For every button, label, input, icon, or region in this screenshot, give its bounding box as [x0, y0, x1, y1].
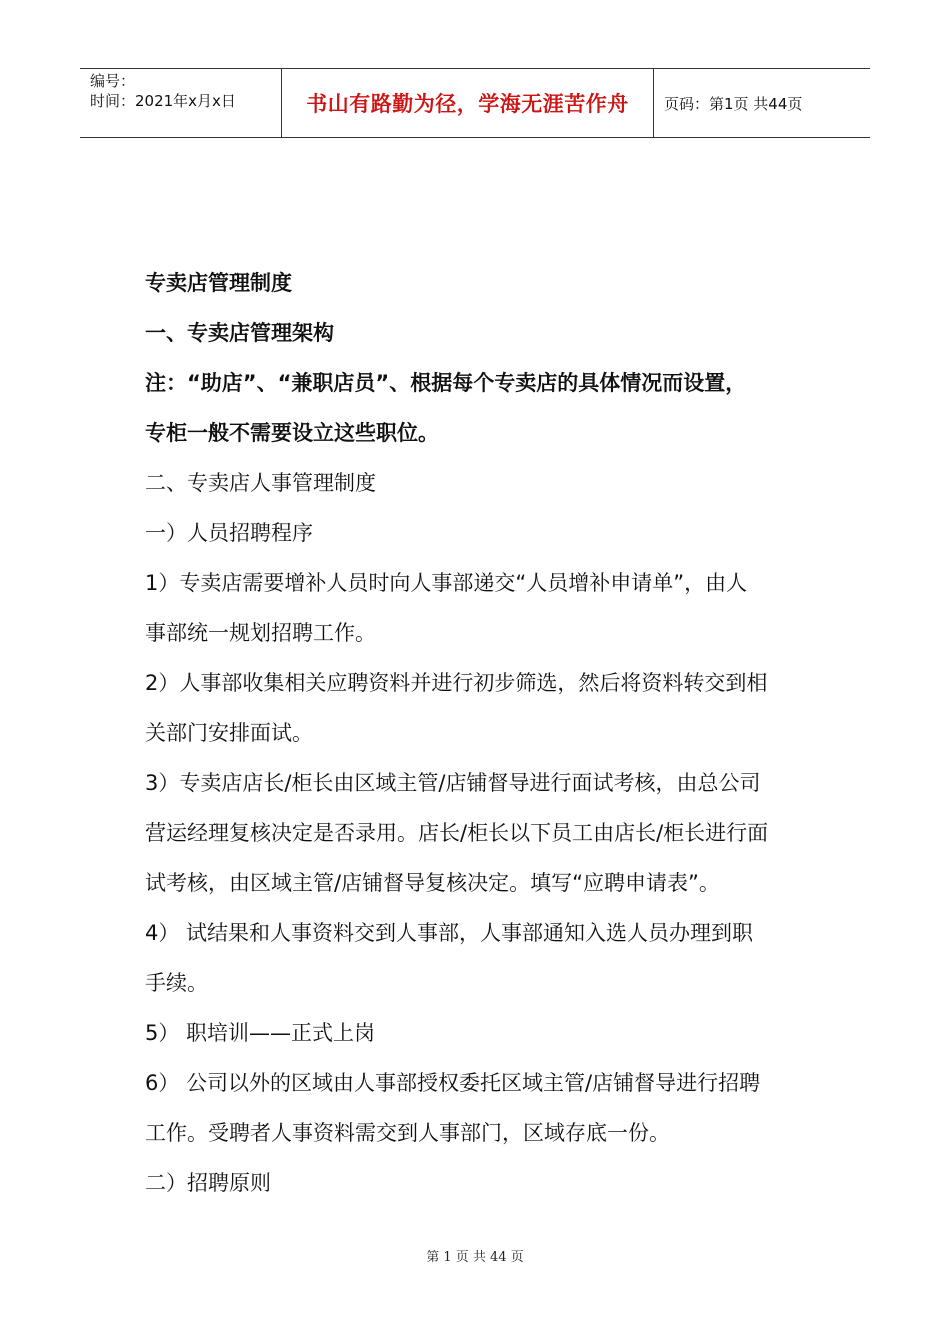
header-page-cell	[654, 69, 870, 137]
paragraph-line: 营运经理复核决定是否录用。店长/柜长以下员工由店长/柜长进行面	[145, 821, 769, 845]
paragraph-line: 工作。受聘者人事资料需交到人事部门，区域存底一份。	[145, 1121, 670, 1145]
paragraph-line: 3）专卖店店长/柜长由区域主管/店铺督导进行面试考核，由总公司	[145, 771, 761, 795]
subsection-heading: 一）人员招聘程序	[145, 521, 313, 545]
section-heading: 一、专卖店管理架构	[145, 321, 334, 345]
subsection-heading: 二）招聘原则	[145, 1171, 271, 1195]
document-time-label: 时间：2021年x月x日	[90, 92, 236, 110]
paragraph-line: 事部统一规划招聘工作。	[145, 621, 376, 645]
note-line: 专柜一般不需要设立这些职位。	[145, 421, 439, 445]
paragraph-line: 5） 职培训——正式上岗	[145, 1021, 376, 1045]
paragraph-line: 关部门安排面试。	[145, 721, 313, 745]
paragraph-line: 4） 试结果和人事资料交到人事部，人事部通知入选人员办理到职	[145, 921, 754, 945]
paragraph-line: 手续。	[145, 971, 208, 995]
document-number-label: 编号：	[90, 72, 136, 90]
document-body	[145, 258, 825, 1208]
footer-page-number: 第 1 页 共 44 页	[426, 1250, 524, 1265]
paragraph-line: 2）人事部收集相关应聘资料并进行初步筛选，然后将资料转交到相	[145, 671, 768, 695]
header-meta-cell	[80, 69, 282, 137]
paragraph-line: 6） 公司以外的区域由人事部授权委托区域主管/店铺督导进行招聘	[145, 1071, 761, 1095]
header-page-info: 页码：第1页 共44页	[664, 94, 803, 113]
note-line: 注：“助店”、“兼职店员”、根据每个专卖店的具体情况而设置，	[145, 371, 747, 395]
page-footer	[0, 1246, 950, 1265]
paragraph-line: 1）专卖店需要增补人员时向人事部递交“人员增补申请单”，由人	[145, 571, 748, 595]
header-motto-cell	[282, 69, 654, 137]
section-heading: 二、专卖店人事管理制度	[145, 471, 376, 495]
document-title: 专卖店管理制度	[145, 271, 292, 295]
paragraph-line: 试考核，由区域主管/店铺督导复核决定。填写“应聘申请表”。	[145, 871, 720, 895]
document-header	[80, 68, 870, 138]
header-motto: 书山有路勤为径，学海无涯苦作舟	[306, 92, 629, 116]
